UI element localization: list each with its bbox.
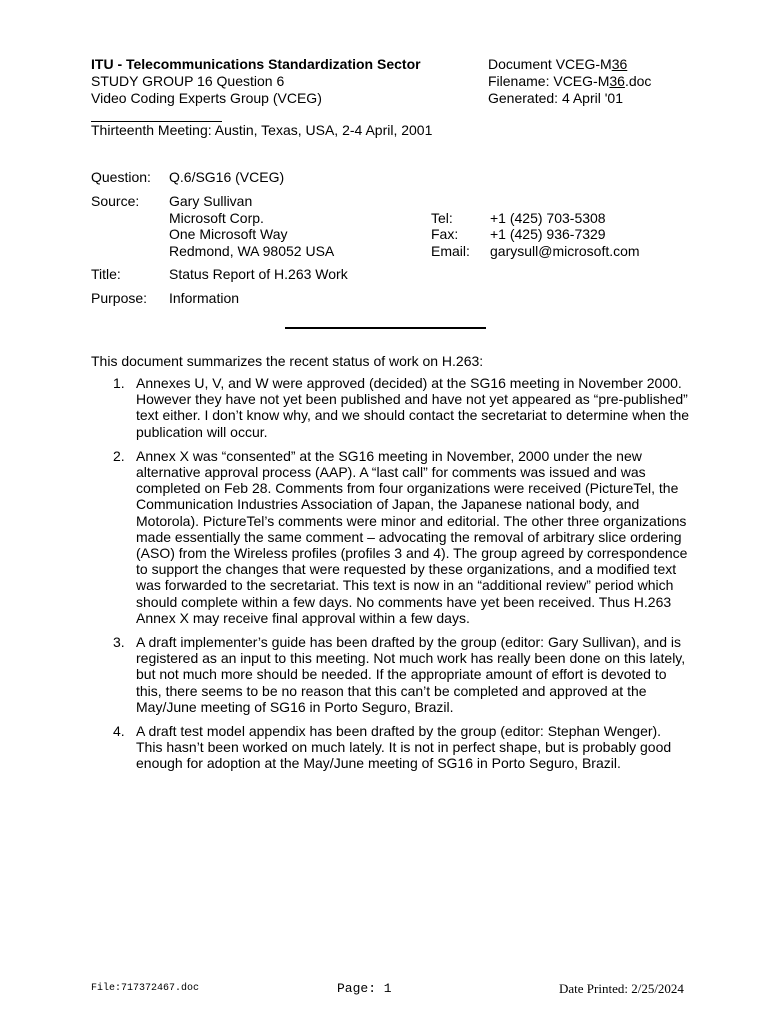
section-divider [285, 327, 486, 329]
status-list [91, 375, 691, 780]
question-label: Question: [91, 169, 151, 185]
footer-page-number: Page: 1 [337, 981, 392, 996]
list-item [91, 375, 691, 440]
filename-number: 36 [609, 73, 625, 89]
list-item [91, 634, 691, 715]
email-label: Email: [431, 243, 470, 259]
purpose-label: Purpose: [91, 290, 148, 306]
fax-value: +1 (425) 936-7329 [490, 226, 606, 242]
list-item-number: 1. [113, 375, 125, 391]
source-company: Microsoft Corp. [169, 210, 264, 226]
filename-suffix: .doc [624, 73, 652, 89]
list-item-number: 2. [113, 447, 125, 464]
list-item-text: A draft implementer’s guide has been drafted by the group (editor: Gary Sullivan), and is registered as an input to this meeting. Not much work has really been done on this lately, but not much more should be needed. If the appropriate amount of effort is devoted to this, there seems to be no reason that this can’t be completed and approved at the May/June meeting of SG16 in Porto Seguro, Brazil. [136, 634, 686, 715]
question-value: Q.6/SG16 (VCEG) [169, 169, 285, 185]
email-value: garysull@microsoft.com [490, 243, 640, 259]
footer-filename: File:717372467.doc [91, 983, 200, 994]
footer-date-printed: Date Printed: 2/25/2024 [559, 981, 684, 996]
fax-label: Fax: [431, 226, 459, 242]
source-label: Source: [91, 193, 140, 209]
study-group: STUDY GROUP 16 Question 6 [91, 73, 285, 89]
list-item [91, 448, 691, 626]
list-item-number: 4. [113, 723, 125, 740]
list-item-text: Annexes U, V, and W were approved (decided) at the SG16 meeting in November 2000. However they have not yet been published and have not yet appeared as “pre-published” text either. I don’t know why, and we should contact the secretariat to determine when the publication will occur. [136, 375, 690, 440]
list-item [91, 723, 691, 772]
intro-text: This document summarizes the recent status of work on H.263: [91, 353, 484, 369]
group-name: Video Coding Experts Group (VCEG) [91, 90, 322, 106]
filename [488, 73, 651, 90]
document-number-value: 36 [611, 56, 628, 72]
document-number-prefix: Document VCEG-M [488, 56, 612, 72]
purpose-value: Information [169, 290, 240, 306]
source-city: Redmond, WA 98052 USA [169, 243, 335, 259]
title-value: Status Report of H.263 Work [169, 266, 348, 282]
generated-date: Generated: 4 April '01 [488, 90, 623, 106]
filename-prefix: Filename: VCEG-M [488, 73, 610, 89]
org-title: ITU - Telecommunications Standardization Sector [91, 56, 421, 72]
list-item-text: A draft test model appendix has been drafted by the group (editor: Stephan Wenger). This hasn’t been worked on much lately. It is not in perfect shape, but is probably good enough for adoption at the May/June meeting of SG16 in Porto Seguro, Brazil. [136, 723, 672, 772]
source-street: One Microsoft Way [169, 226, 288, 242]
list-item-text: Annex X was “consented” at the SG16 meeting in November, 2000 under the new alternative approval process (AAP). A “last call” for comments was issued and was completed on Feb 28. Comments from four organizations were received (PictureTel, the Communication Industries Association of Japan, the Japanese national body, and Motorola). PictureTel’s comments were minor and editorial. The other three organizations made essentially the same comment – advocating the removal of arbitrary slice ordering (ASO) from the Wireless profiles (profiles 3 and 4). The group agreed by correspondence to support the changes that were requested by these organizations, and a modified text was forwarded to the secretariat. This text is now in an “additional review” period which should complete within a few days. No comments have yet been received. Thus H.263 Annex X may receive final approval within a few days. [136, 447, 688, 626]
tel-value: +1 (425) 703-5308 [490, 210, 606, 226]
tel-label: Tel: [431, 210, 453, 226]
document-number [488, 56, 627, 73]
meeting-line: Thirteenth Meeting: Austin, Texas, USA, 2-4 April, 2001 [91, 122, 433, 138]
source-name: Gary Sullivan [169, 193, 253, 209]
title-label: Title: [91, 266, 121, 282]
list-item-number: 3. [113, 634, 125, 651]
